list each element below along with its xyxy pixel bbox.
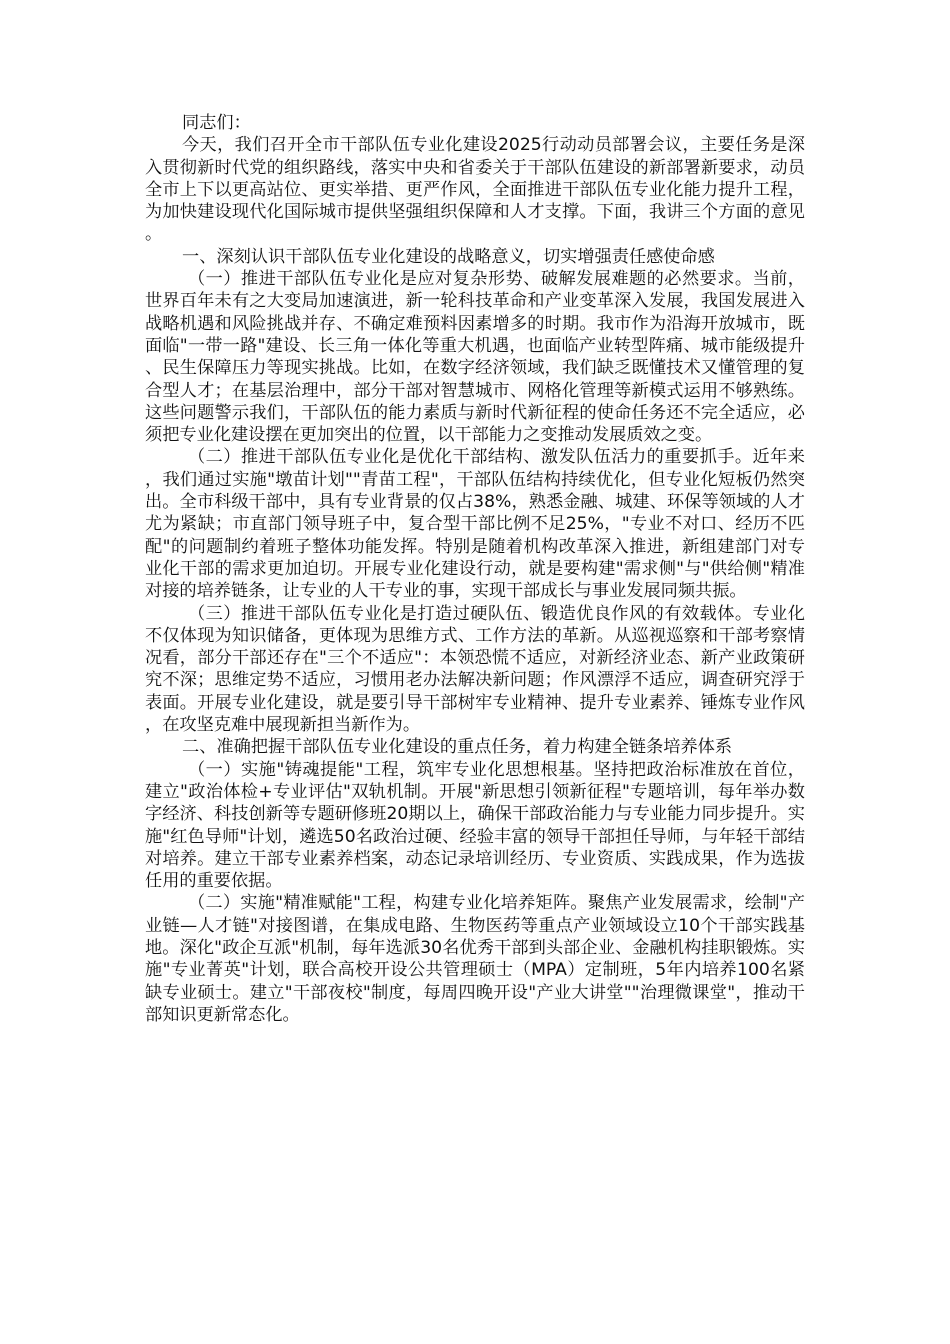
section-1-heading: 一、深刻认识干部队伍专业化建设的战略意义，切实增强责任感使命感: [182, 246, 715, 267]
salutation: 同志们：: [182, 113, 251, 133]
section-2-heading: 二、准确把握干部队伍专业化建设的重点任务，着力构建全链条培养体系: [182, 737, 733, 758]
intro-paragraph: 今天，我们召开全市干部队伍专业化建设2025行动动员部署会议，主要任务是深入贯彻新时代党的组织路线，落实中央和省委关于干部队伍建设的新部署新要求，动员全市上下以更高站位、更实举措、更严作风，全面推进干部队伍专业化能力提升工程，为加快建设现代化国际城市提供坚强组织保障和人才支撑。下面，我讲三个方面的意见。: [145, 135, 805, 245]
section-1-item-3: （三）推进干部队伍专业化是打造过硬队伍、锻造优良作风的有效载体。专业化不仅体现为知识储备，更体现为思维方式、工作方法的革新。从巡视巡察和干部考察情况看，部分干部还存在"三个不适应"：本领恐慌不适应，对新经济业态、新产业政策研究不深；思维定势不适应，习惯用老办法解决新问题；作风漂浮不适应，调查研究浮于表面。开展专业化建设，就是要引导干部树牢专业精神、提升专业素养、锤炼专业作风，在攻坚克难中展现新担当新作为。: [145, 603, 805, 736]
section-2-item-1: （一）实施"铸魂提能"工程，筑牢专业化思想根基。坚持把政治标准放在首位，建立"政治体检+专业评估"双轨机制。开展"新思想引领新征程"专题培训，每年举办数字经济、科技创新等专题研修班20期以上，确保干部政治能力与专业能力同步提升。实施"红色导师"计划，遴选50名政治过硬、经验丰富的领导干部担任导师，与年轻干部结对培养。建立干部专业素养档案，动态记录培训经历、专业资质、实践成果，作为选拔任用的重要依据。: [145, 759, 805, 892]
section-1-item-2: （二）推进干部队伍专业化是优化干部结构、激发队伍活力的重要抓手。近年来，我们通过实施"墩苗计划""青苗工程"，干部队伍结构持续优化，但专业化短板仍然突出。全市科级干部中，具有专业背景的仅占38%，熟悉金融、城建、环保等领域的人才尤为紧缺；市直部门领导班子中，复合型干部比例不足25%，"专业不对口、经历不匹配"的问题制约着班子整体功能发挥。特别是随着机构改革深入推进，新组建部门对专业化干部的需求更加迫切。开展专业化建设行动，就是要构建"需求侧"与"供给侧"精准对接的培养链条，让专业的人干专业的事，实现干部成长与事业发展同频共振。: [145, 447, 805, 602]
document-body: [145, 112, 805, 1026]
section-2-item-2: （二）实施"精准赋能"工程，构建专业化培养矩阵。聚焦产业发展需求，绘制"产业链—人才链"对接图谱，在集成电路、生物医药等重点产业领域设立10个干部实践基地。深化"政企互派"机制，每年选派30名优秀干部到头部企业、金融机构挂职锻炼。实施"专业菁英"计划，联合高校开设公共管理硕士（MPA）定制班，5年内培养100名紧缺专业硕士。建立"干部夜校"制度，每周四晚开设"产业大讲堂""治理微课堂"，推动干部知识更新常态化。: [145, 893, 805, 1025]
section-1-item-1: （一）推进干部队伍专业化是应对复杂形势、破解发展难题的必然要求。当前，世界百年未有之大变局加速演进，新一轮科技革命和产业变革深入发展，我国发展进入战略机遇和风险挑战并存、不确定难预料因素增多的时期。我市作为沿海开放城市，既面临"一带一路"建设、长三角一体化等重大机遇，也面临产业转型阵痛、城市能级提升、民生保障压力等现实挑战。比如，在数字经济领域，我们缺乏既懂技术又懂管理的复合型人才；在基层治理中，部分干部对智慧城市、网格化管理等新模式运用不够熟练。这些问题警示我们，干部队伍的能力素质与新时代新征程的使命任务还不完全适应，必须把专业化建设摆在更加突出的位置，以干部能力之变推动发展质效之变。: [145, 269, 805, 446]
